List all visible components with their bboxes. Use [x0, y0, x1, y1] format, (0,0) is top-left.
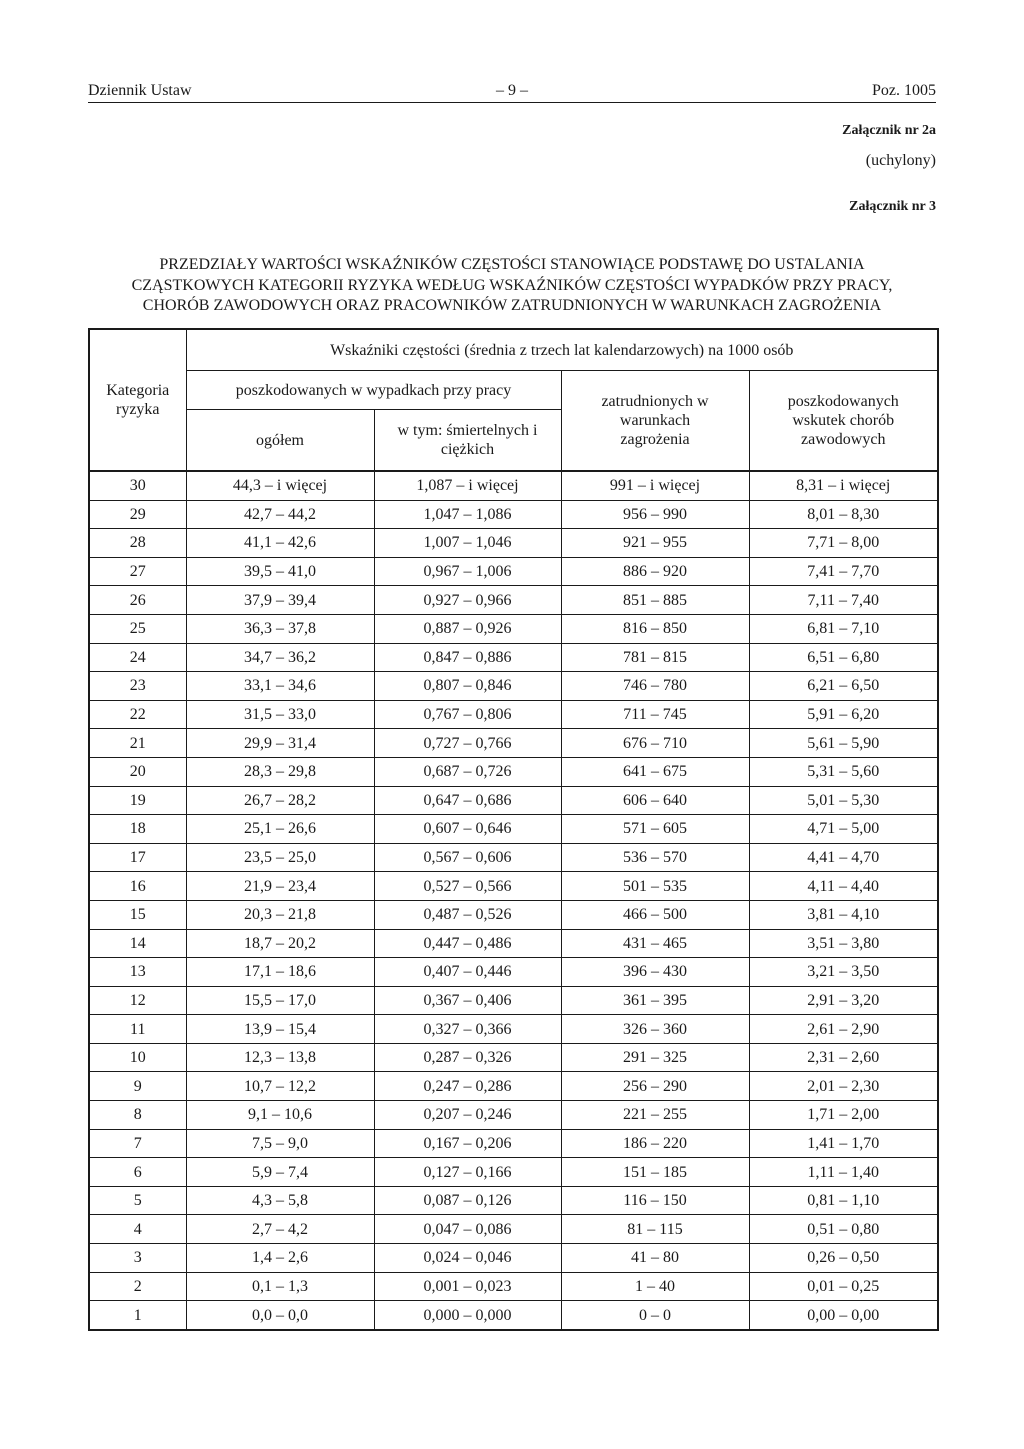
- cell-fatal-serious: 0,487 – 0,526: [374, 900, 561, 929]
- table-row: [89, 1186, 938, 1215]
- cell-accidents-total: 44,3 – i więcej: [186, 471, 374, 500]
- table-row: [89, 1101, 938, 1130]
- cell-hazard: 781 – 815: [561, 643, 749, 672]
- cell-accidents-total: 1,4 – 2,6: [186, 1244, 374, 1273]
- cell-category: 19: [89, 786, 186, 815]
- cell-fatal-serious: 0,247 – 0,286: [374, 1072, 561, 1101]
- cell-category: 25: [89, 614, 186, 643]
- cell-accidents-total: 28,3 – 29,8: [186, 757, 374, 786]
- table-row: [89, 614, 938, 643]
- cell-diseases: 6,81 – 7,10: [749, 614, 938, 643]
- cell-accidents-total: 10,7 – 12,2: [186, 1072, 374, 1101]
- cell-category: 20: [89, 757, 186, 786]
- cell-category: 22: [89, 700, 186, 729]
- table-row: [89, 1244, 938, 1273]
- cell-accidents-total: 9,1 – 10,6: [186, 1101, 374, 1130]
- cell-category: 18: [89, 815, 186, 844]
- cell-accidents-total: 7,5 – 9,0: [186, 1129, 374, 1158]
- cell-category: 29: [89, 500, 186, 529]
- cell-fatal-serious: 0,527 – 0,566: [374, 872, 561, 901]
- cell-fatal-serious: 0,001 – 0,023: [374, 1272, 561, 1301]
- table-row: [89, 700, 938, 729]
- header-accidents: poszkodowanych w wypadkach przy pracy: [186, 371, 561, 410]
- table-row: [89, 1158, 938, 1187]
- cell-fatal-serious: 0,287 – 0,326: [374, 1043, 561, 1072]
- header-diseases: poszkodowanych wskutek chorób zawodowych: [749, 371, 938, 472]
- cell-accidents-total: 31,5 – 33,0: [186, 700, 374, 729]
- cell-hazard: 606 – 640: [561, 786, 749, 815]
- cell-category: 8: [89, 1101, 186, 1130]
- cell-diseases: 7,71 – 8,00: [749, 529, 938, 558]
- cell-accidents-total: 0,0 – 0,0: [186, 1301, 374, 1330]
- cell-accidents-total: 42,7 – 44,2: [186, 500, 374, 529]
- table-row: [89, 1301, 938, 1330]
- position-number: Poz. 1005: [872, 82, 936, 99]
- cell-diseases: 2,61 – 2,90: [749, 1015, 938, 1044]
- title-line-3: CHORÓB ZAWODOWYCH ORAZ PRACOWNIKÓW ZATRUDNIONYCH W WARUNKACH ZAGROŻENIA: [142, 297, 882, 314]
- table-row: [89, 815, 938, 844]
- cell-fatal-serious: 0,127 – 0,166: [374, 1158, 561, 1187]
- table-row: [89, 643, 938, 672]
- cell-diseases: 1,71 – 2,00: [749, 1101, 938, 1130]
- cell-diseases: 7,11 – 7,40: [749, 586, 938, 615]
- header-category: Kategoria ryzyka: [89, 329, 186, 471]
- cell-fatal-serious: 0,967 – 1,006: [374, 557, 561, 586]
- table-row: [89, 843, 938, 872]
- cell-diseases: 2,01 – 2,30: [749, 1072, 938, 1101]
- cell-fatal-serious: 0,727 – 0,766: [374, 729, 561, 758]
- cell-hazard: 291 – 325: [561, 1043, 749, 1072]
- cell-category: 11: [89, 1015, 186, 1044]
- cell-hazard: 221 – 255: [561, 1101, 749, 1130]
- cell-hazard: 991 – i więcej: [561, 471, 749, 500]
- journal-name: Dziennik Ustaw: [88, 82, 192, 99]
- cell-fatal-serious: 0,927 – 0,966: [374, 586, 561, 615]
- cell-hazard: 501 – 535: [561, 872, 749, 901]
- table-row: [89, 529, 938, 558]
- cell-category: 16: [89, 872, 186, 901]
- cell-fatal-serious: 1,047 – 1,086: [374, 500, 561, 529]
- cell-diseases: 1,41 – 1,70: [749, 1129, 938, 1158]
- header-total: ogółem: [186, 410, 374, 472]
- cell-hazard: 396 – 430: [561, 958, 749, 987]
- cell-hazard: 186 – 220: [561, 1129, 749, 1158]
- cell-category: 4: [89, 1215, 186, 1244]
- table-row: [89, 958, 938, 987]
- cell-accidents-total: 36,3 – 37,8: [186, 614, 374, 643]
- cell-accidents-total: 37,9 – 39,4: [186, 586, 374, 615]
- cell-hazard: 256 – 290: [561, 1072, 749, 1101]
- title-line-1: PRZEDZIAŁY WARTOŚCI WSKAŹNIKÓW CZĘSTOŚCI STANOWIĄCE PODSTAWĘ DO USTALANIA: [159, 256, 865, 273]
- cell-category: 30: [89, 471, 186, 500]
- page-number: – 9 –: [496, 82, 528, 99]
- table-row: [89, 786, 938, 815]
- cell-accidents-total: 29,9 – 31,4: [186, 729, 374, 758]
- cell-hazard: 0 – 0: [561, 1301, 749, 1330]
- cell-hazard: 956 – 990: [561, 500, 749, 529]
- cell-fatal-serious: 1,087 – i więcej: [374, 471, 561, 500]
- cell-fatal-serious: 0,000 – 0,000: [374, 1301, 561, 1330]
- cell-accidents-total: 21,9 – 23,4: [186, 872, 374, 901]
- table-row: [89, 757, 938, 786]
- cell-category: 2: [89, 1272, 186, 1301]
- cell-diseases: 0,26 – 0,50: [749, 1244, 938, 1273]
- cell-diseases: 5,31 – 5,60: [749, 757, 938, 786]
- cell-category: 17: [89, 843, 186, 872]
- table-row: [89, 929, 938, 958]
- cell-diseases: 2,91 – 3,20: [749, 986, 938, 1015]
- table-row: [89, 1272, 938, 1301]
- cell-diseases: 8,01 – 8,30: [749, 500, 938, 529]
- cell-diseases: 2,31 – 2,60: [749, 1043, 938, 1072]
- cell-hazard: 571 – 605: [561, 815, 749, 844]
- document-title: [88, 255, 936, 317]
- cell-accidents-total: 26,7 – 28,2: [186, 786, 374, 815]
- table-row: [89, 471, 938, 500]
- page-header: [88, 80, 936, 103]
- cell-accidents-total: 41,1 – 42,6: [186, 529, 374, 558]
- cell-fatal-serious: 0,687 – 0,726: [374, 757, 561, 786]
- table-row: [89, 500, 938, 529]
- cell-diseases: 5,61 – 5,90: [749, 729, 938, 758]
- cell-hazard: 361 – 395: [561, 986, 749, 1015]
- cell-diseases: 7,41 – 7,70: [749, 557, 938, 586]
- cell-accidents-total: 25,1 – 26,6: [186, 815, 374, 844]
- cell-diseases: 4,41 – 4,70: [749, 843, 938, 872]
- table-row: [89, 1043, 938, 1072]
- cell-category: 7: [89, 1129, 186, 1158]
- cell-fatal-serious: 0,167 – 0,206: [374, 1129, 561, 1158]
- cell-diseases: 3,81 – 4,10: [749, 900, 938, 929]
- cell-category: 15: [89, 900, 186, 929]
- cell-diseases: 3,51 – 3,80: [749, 929, 938, 958]
- risk-category-table: [88, 328, 939, 1331]
- cell-accidents-total: 12,3 – 13,8: [186, 1043, 374, 1072]
- annex-2a-label: Załącznik nr 2a: [842, 123, 936, 138]
- cell-fatal-serious: 0,087 – 0,126: [374, 1186, 561, 1215]
- cell-diseases: 0,00 – 0,00: [749, 1301, 938, 1330]
- cell-category: 23: [89, 672, 186, 701]
- cell-accidents-total: 13,9 – 15,4: [186, 1015, 374, 1044]
- cell-fatal-serious: 0,567 – 0,606: [374, 843, 561, 872]
- cell-accidents-total: 17,1 – 18,6: [186, 958, 374, 987]
- cell-accidents-total: 33,1 – 34,6: [186, 672, 374, 701]
- cell-accidents-total: 4,3 – 5,8: [186, 1186, 374, 1215]
- table-row: [89, 729, 938, 758]
- cell-fatal-serious: 0,807 – 0,846: [374, 672, 561, 701]
- table-row: [89, 557, 938, 586]
- cell-hazard: 431 – 465: [561, 929, 749, 958]
- cell-category: 3: [89, 1244, 186, 1273]
- cell-category: 13: [89, 958, 186, 987]
- cell-diseases: 3,21 – 3,50: [749, 958, 938, 987]
- table-row: [89, 672, 938, 701]
- cell-category: 21: [89, 729, 186, 758]
- table-row: [89, 1072, 938, 1101]
- header-fatal-serious: w tym: śmiertelnych i ciężkich: [374, 410, 561, 472]
- cell-category: 6: [89, 1158, 186, 1187]
- cell-accidents-total: 18,7 – 20,2: [186, 929, 374, 958]
- cell-category: 12: [89, 986, 186, 1015]
- cell-fatal-serious: 0,024 – 0,046: [374, 1244, 561, 1273]
- cell-hazard: 41 – 80: [561, 1244, 749, 1273]
- cell-accidents-total: 34,7 – 36,2: [186, 643, 374, 672]
- cell-hazard: 746 – 780: [561, 672, 749, 701]
- cell-diseases: 5,91 – 6,20: [749, 700, 938, 729]
- table-row: [89, 900, 938, 929]
- cell-diseases: 6,21 – 6,50: [749, 672, 938, 701]
- cell-diseases: 8,31 – i więcej: [749, 471, 938, 500]
- cell-hazard: 816 – 850: [561, 614, 749, 643]
- cell-category: 27: [89, 557, 186, 586]
- cell-accidents-total: 5,9 – 7,4: [186, 1158, 374, 1187]
- cell-fatal-serious: 0,847 – 0,886: [374, 643, 561, 672]
- cell-category: 9: [89, 1072, 186, 1101]
- cell-hazard: 536 – 570: [561, 843, 749, 872]
- cell-hazard: 151 – 185: [561, 1158, 749, 1187]
- cell-category: 1: [89, 1301, 186, 1330]
- cell-category: 10: [89, 1043, 186, 1072]
- cell-accidents-total: 23,5 – 25,0: [186, 843, 374, 872]
- cell-fatal-serious: 0,607 – 0,646: [374, 815, 561, 844]
- cell-accidents-total: 39,5 – 41,0: [186, 557, 374, 586]
- table-row: [89, 1215, 938, 1244]
- cell-hazard: 851 – 885: [561, 586, 749, 615]
- cell-accidents-total: 0,1 – 1,3: [186, 1272, 374, 1301]
- cell-fatal-serious: 0,887 – 0,926: [374, 614, 561, 643]
- cell-diseases: 4,11 – 4,40: [749, 872, 938, 901]
- title-line-2: CZĄSTKOWYCH KATEGORII RYZYKA WEDŁUG WSKAŹNIKÓW CZĘSTOŚCI WYPADKÓW PRZY PRACY,: [131, 276, 893, 294]
- table-row: [89, 586, 938, 615]
- cell-fatal-serious: 0,047 – 0,086: [374, 1215, 561, 1244]
- cell-fatal-serious: 0,447 – 0,486: [374, 929, 561, 958]
- table-row: [89, 1129, 938, 1158]
- cell-accidents-total: 15,5 – 17,0: [186, 986, 374, 1015]
- cell-diseases: 4,71 – 5,00: [749, 815, 938, 844]
- cell-fatal-serious: 1,007 – 1,046: [374, 529, 561, 558]
- header-hazard: zatrudnionych w warunkach zagrożenia: [561, 371, 749, 472]
- table-row: [89, 986, 938, 1015]
- cell-hazard: 81 – 115: [561, 1215, 749, 1244]
- cell-diseases: 6,51 – 6,80: [749, 643, 938, 672]
- cell-fatal-serious: 0,407 – 0,446: [374, 958, 561, 987]
- cell-hazard: 641 – 675: [561, 757, 749, 786]
- cell-diseases: 1,11 – 1,40: [749, 1158, 938, 1187]
- cell-hazard: 466 – 500: [561, 900, 749, 929]
- cell-fatal-serious: 0,367 – 0,406: [374, 986, 561, 1015]
- cell-fatal-serious: 0,647 – 0,686: [374, 786, 561, 815]
- cell-diseases: 5,01 – 5,30: [749, 786, 938, 815]
- cell-diseases: 0,81 – 1,10: [749, 1186, 938, 1215]
- cell-fatal-serious: 0,207 – 0,246: [374, 1101, 561, 1130]
- cell-hazard: 676 – 710: [561, 729, 749, 758]
- cell-hazard: 711 – 745: [561, 700, 749, 729]
- cell-category: 14: [89, 929, 186, 958]
- cell-fatal-serious: 0,327 – 0,366: [374, 1015, 561, 1044]
- cell-accidents-total: 20,3 – 21,8: [186, 900, 374, 929]
- header-indicators: Wskaźniki częstości (średnia z trzech lat kalendarzowych) na 1000 osób: [186, 329, 938, 371]
- cell-hazard: 1 – 40: [561, 1272, 749, 1301]
- table-body: [89, 471, 938, 1330]
- cell-hazard: 326 – 360: [561, 1015, 749, 1044]
- cell-fatal-serious: 0,767 – 0,806: [374, 700, 561, 729]
- cell-category: 28: [89, 529, 186, 558]
- cell-diseases: 0,01 – 0,25: [749, 1272, 938, 1301]
- cell-category: 26: [89, 586, 186, 615]
- cell-accidents-total: 2,7 – 4,2: [186, 1215, 374, 1244]
- table-row: [89, 872, 938, 901]
- table-row: [89, 1015, 938, 1044]
- cell-diseases: 0,51 – 0,80: [749, 1215, 938, 1244]
- cell-category: 24: [89, 643, 186, 672]
- cell-hazard: 921 – 955: [561, 529, 749, 558]
- cell-category: 5: [89, 1186, 186, 1215]
- cell-hazard: 116 – 150: [561, 1186, 749, 1215]
- annex-2a-status: (uchylony): [865, 152, 936, 169]
- annex-3-label: Załącznik nr 3: [849, 199, 936, 214]
- cell-hazard: 886 – 920: [561, 557, 749, 586]
